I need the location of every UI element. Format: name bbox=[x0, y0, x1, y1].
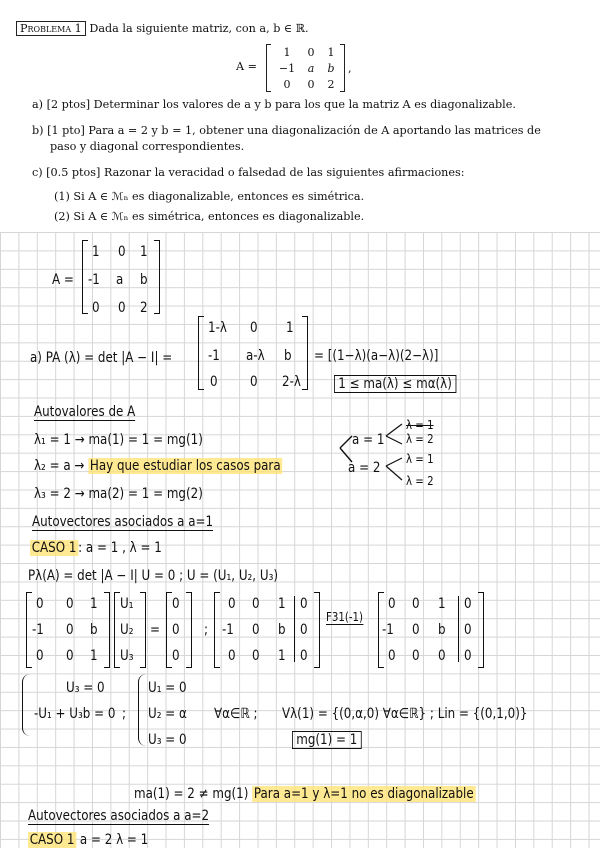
matrix-cell: 1 bbox=[283, 46, 291, 59]
part-c: c) [0.5 ptos] Razonar la veracidad o falsedad de las siguientes afirmaciones: bbox=[32, 166, 465, 179]
notes-matrix-cell: 1 bbox=[140, 244, 148, 260]
sol2: U₂ = α bbox=[148, 706, 187, 722]
lambda2-note: Hay que estudiar los casos para bbox=[89, 458, 281, 474]
matrix-cell: 1 bbox=[327, 46, 335, 59]
printed-problem: Problema 1 Dada la siguiente matriz, con a, b ∈ ℝ. A = 1 0 1 −1 a b 0 0 2 , a) [2 ptos] Determinar los valores de a y b para los que la matriz A es diagonalizable. b) [1 pto] Para a = 2 y b = 1, obtener una diagonalización de A aportando las matrices de paso y diagonal correspondientes. c) [0.5 ptos] Razonar la veracidad o falsedad de las siguientes afirmaciones: (1) Si A ∈ ℳₙ es diagonalizable, entonces es simétrica. (2) Si A ∈ ℳₙ es simétrica, entonces es diagonalizable. bbox=[0, 0, 600, 232]
conclusion-highlight: Para a=1 y λ=1 no es diagonalizable bbox=[253, 786, 474, 802]
sys-matrix-cell: 0 bbox=[66, 648, 74, 664]
aug1-cell: 0 bbox=[300, 596, 308, 612]
case-a2: a = 2 bbox=[348, 460, 381, 476]
notes-matrix-cell: 0 bbox=[118, 300, 126, 316]
eq2: -U₁ + U₃b = 0 bbox=[34, 706, 116, 722]
char-result: = [(1−λ)(a−λ)(2−λ)] bbox=[314, 348, 439, 364]
case-a1-branch bbox=[386, 424, 402, 444]
aug1-cell: 0 bbox=[228, 596, 236, 612]
notes-matrix-cell: 0 bbox=[92, 300, 100, 316]
char-matrix-cell: 1-λ bbox=[208, 320, 227, 336]
aug2-cell: 0 bbox=[388, 648, 396, 664]
case-a1-lambda2: λ = 2 bbox=[406, 432, 434, 446]
matrix-cell: 0 bbox=[307, 78, 315, 91]
part-c-2: (2) Si A ∈ ℳₙ es simétrica, entonces es diagonalizable. bbox=[54, 210, 365, 223]
case-a2-lambda1: λ = 1 bbox=[406, 452, 434, 466]
eq1: U₃ = 0 bbox=[66, 680, 105, 696]
part-a: a) [2 ptos] Determinar los valores de a y b para los que la matriz A es diagonalizable. bbox=[32, 98, 516, 111]
sys-matrix-cell: 0 bbox=[66, 596, 74, 612]
sys-matrix-cell: -1 bbox=[32, 622, 44, 638]
case-a2-branch bbox=[386, 458, 402, 480]
matrix-cell: 0 bbox=[307, 46, 315, 59]
notes-matrix-cell: b bbox=[140, 272, 148, 288]
caso1b-label: CASO 1 bbox=[29, 832, 75, 848]
case-a1-lambda1: λ = 1 bbox=[406, 418, 434, 432]
forall: ∀α∈ℝ ; bbox=[214, 706, 258, 722]
aug2-cell: b bbox=[438, 622, 446, 638]
char-matrix-cell: 1 bbox=[286, 320, 294, 336]
matrix-cell: 0 bbox=[283, 78, 291, 91]
mg-value: mg(1) = 1 bbox=[292, 731, 362, 749]
notes-matrix-cell: a bbox=[116, 272, 124, 288]
aug1-cell: 1 bbox=[278, 648, 286, 664]
aug1-cell: 0 bbox=[252, 622, 260, 638]
notes-matrix-label: A = bbox=[52, 272, 74, 288]
problem-intro: Dada la siguiente matriz, con a, b ∈ ℝ. bbox=[89, 22, 309, 35]
aug2-cell: 0 bbox=[464, 622, 472, 638]
eigen-space: Vλ(1) = {(0,α,0) ∀α∈ℝ} ; Lin = {(0,1,0)} bbox=[282, 706, 528, 722]
char-matrix-cell: a-λ bbox=[246, 348, 265, 364]
sol1: U₁ = 0 bbox=[148, 680, 187, 696]
matrix-cell: a bbox=[307, 62, 315, 75]
matrix-cell: −1 bbox=[278, 62, 296, 75]
part-c-1: (1) Si A ∈ ℳₙ es diagonalizable, entonces es simétrica. bbox=[54, 190, 365, 203]
aug1-cell: -1 bbox=[222, 622, 234, 638]
case-a2-lambda2: λ = 2 bbox=[406, 474, 434, 488]
char-matrix-cell: 0 bbox=[250, 320, 258, 336]
zero-vec-cell: 0 bbox=[172, 596, 180, 612]
part-b-line2: paso y diagonal correspondientes. bbox=[50, 140, 245, 153]
semicolon: ; bbox=[204, 622, 209, 638]
aug2-cell: -1 bbox=[382, 622, 394, 638]
sys-matrix-cell: 0 bbox=[66, 622, 74, 638]
aug1-cell: 1 bbox=[278, 596, 286, 612]
sys-matrix-cell: 1 bbox=[90, 596, 98, 612]
aug1-cell: 0 bbox=[252, 596, 260, 612]
part-b-line1: b) [1 pto] Para a = 2 y b = 1, obtener una diagonalización de A aportando las matrices de bbox=[32, 124, 541, 137]
aug1-cell: 0 bbox=[300, 622, 308, 638]
sys-matrix-cell: 1 bbox=[90, 648, 98, 664]
matrix-cell: b bbox=[327, 62, 335, 75]
notes-matrix-cell: 2 bbox=[140, 300, 148, 316]
conclusion-text: ma(1) = 2 ≠ mg(1) bbox=[134, 786, 249, 802]
sys-matrix-cell: 0 bbox=[36, 596, 44, 612]
vec-title-2-text: Autovectores asociados a a=2 bbox=[28, 808, 210, 824]
sys-matrix-cell: b bbox=[90, 622, 98, 638]
problem-label: Problema 1 bbox=[16, 21, 86, 36]
caso1b-text: a = 2 λ = 1 bbox=[79, 832, 149, 848]
notes-matrix-cell: 1 bbox=[92, 244, 100, 260]
zero-vec-cell: 0 bbox=[172, 622, 180, 638]
char-matrix-cell: 2-λ bbox=[282, 374, 301, 390]
caso1-text: : a = 1 , λ = 1 bbox=[78, 540, 162, 556]
notes-matrix-cell: 0 bbox=[118, 244, 126, 260]
lambda2-prefix: λ₂ = a → bbox=[34, 458, 85, 474]
u-vec-cell: U₁ bbox=[120, 596, 134, 612]
sys-matrix-cell: 0 bbox=[36, 648, 44, 664]
lambda3-line: λ₃ = 2 → ma(2) = 1 = mg(2) bbox=[34, 486, 203, 502]
char-matrix-cell: -1 bbox=[208, 348, 220, 364]
notes-matrix-cell: -1 bbox=[88, 272, 100, 288]
aug2-cell: 0 bbox=[412, 596, 420, 612]
aug1-cell: 0 bbox=[300, 648, 308, 664]
lambda1-line: λ₁ = 1 → ma(1) = 1 = mg(1) bbox=[34, 432, 203, 448]
row-operation-label: F31(-1) bbox=[326, 610, 363, 624]
aug2-cell: 0 bbox=[464, 648, 472, 664]
aug1-cell: b bbox=[278, 622, 286, 638]
matrix-name: A = bbox=[236, 60, 258, 73]
char-matrix-cell: 0 bbox=[250, 374, 258, 390]
aug2-cell: 0 bbox=[464, 596, 472, 612]
equals-sign: = bbox=[150, 622, 160, 638]
u-vec-cell: U₃ bbox=[120, 648, 134, 664]
char-matrix-cell: 0 bbox=[210, 374, 218, 390]
eq-semicolon: ; bbox=[122, 706, 127, 722]
aug2-cell: 0 bbox=[438, 648, 446, 664]
aug1-cell: 0 bbox=[228, 648, 236, 664]
aug2-cell: 0 bbox=[412, 622, 420, 638]
eig-title-text: Autovalores de A bbox=[34, 404, 136, 420]
u-vec-cell: U₂ bbox=[120, 622, 134, 638]
char-poly-label: a) PA (λ) = det |A − I| = bbox=[30, 350, 173, 366]
vec-title-text: Autovectores asociados a a=1 bbox=[32, 514, 214, 530]
sol3: U₃ = 0 bbox=[148, 732, 187, 748]
aug2-cell: 0 bbox=[412, 648, 420, 664]
char-matrix-cell: b bbox=[284, 348, 292, 364]
p-line: Pλ(A) = det |A − I| U = 0 ; U = (U₁, U₂, U₃) bbox=[28, 568, 278, 584]
case-brace-main bbox=[340, 436, 352, 462]
matrix-cell: 2 bbox=[327, 78, 335, 91]
caso1-label: CASO 1 bbox=[31, 540, 77, 556]
aug2-cell: 0 bbox=[388, 596, 396, 612]
zero-vec-cell: 0 bbox=[172, 648, 180, 664]
case-a1: a = 1 bbox=[352, 432, 385, 448]
aug2-cell: 1 bbox=[438, 596, 446, 612]
aug1-cell: 0 bbox=[252, 648, 260, 664]
mult-inequality-box: 1 ≤ ma(λ) ≤ mα(λ) bbox=[334, 375, 456, 393]
